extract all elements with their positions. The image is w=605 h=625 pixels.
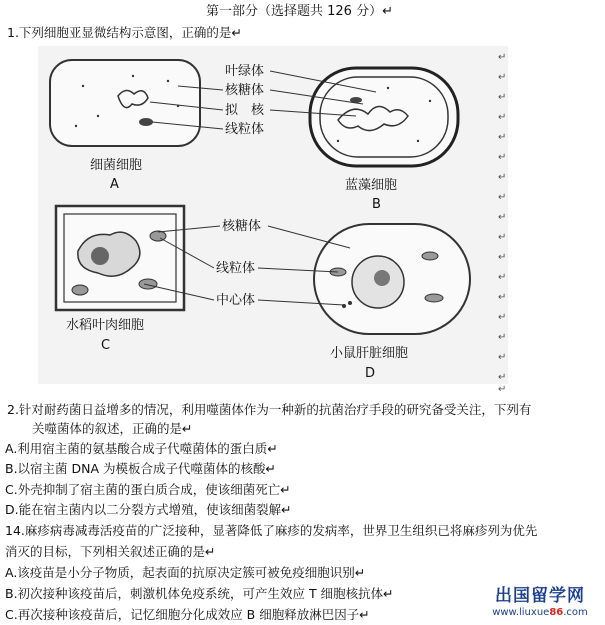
question-2-option-d: D.能在宿主菌内以二分裂方式增殖，使该细菌裂解↵ bbox=[5, 502, 292, 517]
label-centrosome: 中心体 bbox=[216, 293, 256, 308]
bacterial-cell-drawing bbox=[50, 60, 200, 146]
watermark-brand: 出国留学网 bbox=[495, 586, 585, 606]
caption-bacterial-cell: 细菌细胞 bbox=[90, 158, 143, 173]
question-14-stem-line2: 消灭的目标，下列相关叙述正确的是↵ bbox=[5, 544, 216, 559]
page-title: 第一部分（选择题共 126 分）↵ bbox=[206, 4, 393, 19]
question-14-option-c: C.再次接种该疫苗后，记忆细胞分化成效应 B 细胞释放淋巴因子↵ bbox=[5, 607, 370, 622]
question-14-option-b: B.初次接种该疫苗后，刺激机体免疫系统，可产生效应 T 细胞核抗体↵ bbox=[5, 586, 394, 601]
rice-mesophyll-cell-drawing bbox=[56, 206, 184, 310]
letter-c: C bbox=[101, 338, 111, 353]
label-nucleoid: 拟 核 bbox=[225, 103, 265, 118]
caption-rice-mesophyll-cell: 水稻叶肉细胞 bbox=[66, 318, 145, 333]
label-ribosome-top: 核糖体 bbox=[225, 83, 265, 98]
label-ribosome-bottom: 核糖体 bbox=[222, 219, 262, 234]
question-1-stem: 1.下列细胞亚显微结构示意图，正确的是↵ bbox=[7, 25, 242, 40]
watermark-url: www.liuxue86.com bbox=[492, 607, 588, 618]
label-chloroplast: 叶绿体 bbox=[225, 64, 265, 79]
letter-a: A bbox=[110, 177, 119, 192]
letter-b: B bbox=[372, 197, 381, 212]
cell-diagram-figure bbox=[38, 46, 508, 384]
question-14-option-a: A.该疫苗是小分子物质，起表面的抗原决定簇可被免疫细胞识别↵ bbox=[5, 565, 366, 580]
label-mitochondrion-top: 线粒体 bbox=[225, 122, 265, 137]
caption-mouse-liver-cell: 小鼠肝脏细胞 bbox=[330, 346, 409, 361]
mouse-liver-cell-drawing bbox=[314, 224, 470, 334]
question-2-option-b: B.以宿主菌 DNA 为模板合成子代噬菌体的核酸↵ bbox=[5, 461, 277, 476]
question-2-stem-line1: 2.针对耐药菌日益增多的情况，利用噬菌体作为一种新的抗菌治疗手段的研究备受关注，下列有 bbox=[7, 402, 532, 417]
site-watermark bbox=[478, 586, 602, 619]
question-2-option-a: A.利用宿主菌的氨基酸合成子代噬菌体的蛋白质↵ bbox=[5, 441, 278, 456]
question-2-option-c: C.外壳抑制了宿主菌的蛋白质合成，使该细菌死亡↵ bbox=[5, 482, 291, 497]
label-mitochondrion-bottom: 线粒体 bbox=[216, 261, 256, 276]
question-2-stem-line2: 关噬菌体的叙述，正确的是↵ bbox=[32, 421, 193, 436]
cyanobacteria-cell-drawing bbox=[310, 68, 458, 166]
letter-d: D bbox=[365, 366, 376, 381]
caption-cyanobacteria-cell: 蓝藻细胞 bbox=[345, 178, 398, 193]
question-14-stem-line1: 14.麻疹病毒减毒活疫苗的广泛接种，显著降低了麻疹的发病率，世界卫生组织已将麻疹列为优先 bbox=[5, 523, 538, 538]
